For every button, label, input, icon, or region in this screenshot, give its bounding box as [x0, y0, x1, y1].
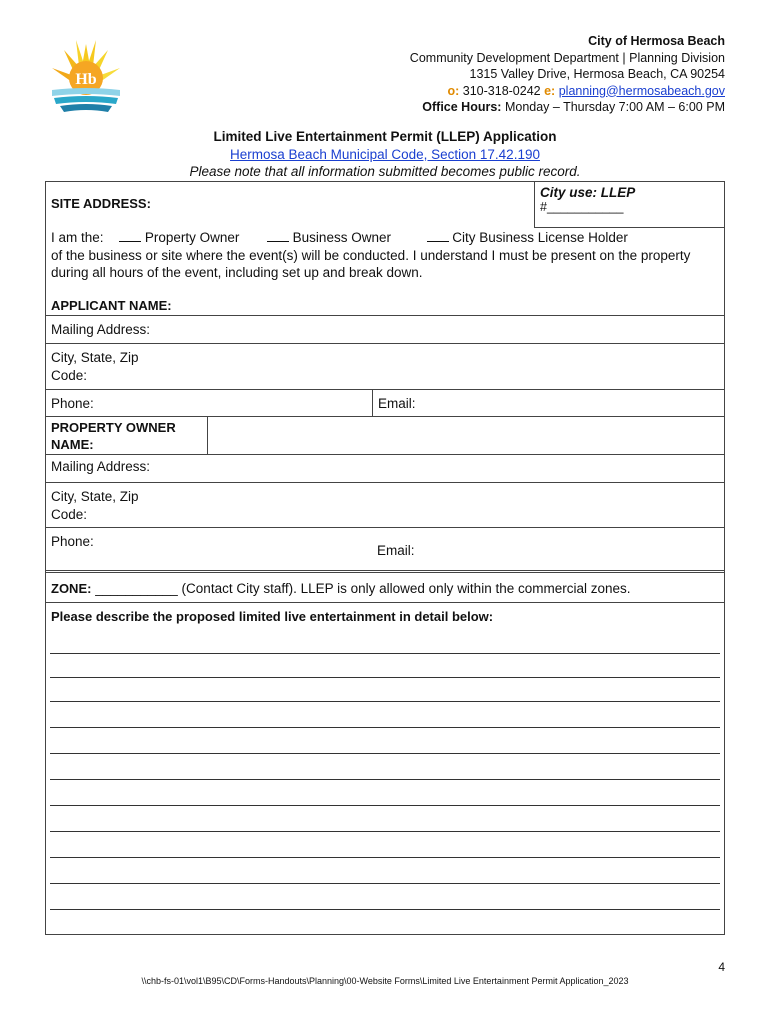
write-line[interactable]	[50, 883, 720, 884]
city-name: City of Hermosa Beach	[588, 34, 725, 48]
owner-option: Property Owner	[144, 230, 240, 245]
owner-mailing-address-row[interactable]	[46, 455, 724, 483]
license-option: City Business License Holder	[452, 230, 628, 245]
contact-line	[410, 83, 725, 100]
office-hours	[410, 99, 725, 116]
write-line[interactable]	[50, 677, 720, 678]
email-label-field[interactable]: Email:	[372, 390, 724, 416]
form-title: Limited Live Entertainment Permit (LLEP) Application	[213, 129, 557, 144]
write-line[interactable]	[50, 727, 720, 728]
city-logo	[46, 36, 126, 116]
department-name: Community Development Department | Planning Division	[409, 50, 725, 65]
hours-label: Office Hours:	[422, 100, 502, 114]
owner-city-state-zip-label: City, State, Zip Code:	[51, 489, 139, 522]
property-owner-input[interactable]	[207, 417, 724, 454]
file-path: \\chb-fs-01\vol1\B95\CD\Forms-Handouts\Planning\00-Website Forms\Limited Live Entertainment Permit Application_2023	[141, 976, 629, 986]
phone-label: o:	[447, 83, 460, 98]
business-option: Business Owner	[292, 230, 391, 245]
owner-phone-email-row	[46, 528, 724, 573]
email-label: e:	[544, 83, 556, 98]
zone-text-wrap	[46, 575, 724, 602]
mailing-address-label: Mailing Address:	[51, 322, 151, 337]
role-row	[46, 228, 724, 296]
zone-row	[46, 575, 724, 603]
owner-email-label[interactable]: Email:	[377, 543, 415, 558]
mailing-address-row[interactable]	[46, 316, 724, 344]
write-line[interactable]	[50, 701, 720, 702]
email-link[interactable]: planning@hermosabeach.gov	[558, 83, 725, 98]
i-am-label: I am the:	[51, 230, 104, 245]
site-address-label[interactable]: SITE ADDRESS:	[51, 196, 151, 211]
applicant-name-row[interactable]	[46, 296, 724, 316]
description-area[interactable]	[46, 603, 724, 936]
zone-label: ZONE:	[51, 581, 92, 596]
phone-label-field[interactable]: Phone:	[51, 396, 94, 411]
title-block	[0, 128, 770, 181]
property-owner-label: PROPERTY OWNER NAME:	[51, 420, 176, 452]
write-line[interactable]	[50, 779, 720, 780]
city-state-zip-row[interactable]	[46, 344, 724, 390]
city-use-label: City use: LLEP	[540, 185, 636, 200]
svg-text:Hb: Hb	[75, 71, 97, 88]
hours-text: Monday – Thursday 7:00 AM – 6:00 PM	[504, 100, 725, 114]
write-line[interactable]	[50, 857, 720, 858]
site-address-row	[46, 182, 724, 228]
owner-phone-label[interactable]: Phone:	[51, 534, 94, 549]
application-form	[45, 181, 725, 935]
property-owner-row	[46, 417, 724, 455]
page-number: 4	[718, 960, 725, 974]
business-checkbox[interactable]	[267, 241, 289, 242]
city-state-zip-label: City, State, Zip Code:	[51, 350, 139, 383]
role-text	[46, 228, 724, 296]
write-line[interactable]	[50, 753, 720, 754]
phone-number: 310-318-0242	[462, 83, 541, 98]
applicant-name-label: APPLICANT NAME:	[51, 298, 172, 313]
code-link[interactable]: Hermosa Beach Municipal Code, Section 17.42.190	[230, 146, 540, 162]
owner-mailing-address-label: Mailing Address:	[51, 459, 151, 474]
department-header	[410, 33, 725, 116]
phone-email-row	[46, 390, 724, 417]
public-record-note: Please note that all information submitted becomes public record.	[189, 164, 581, 179]
write-line[interactable]	[50, 805, 720, 806]
department-address: 1315 Valley Drive, Hermosa Beach, CA 90254	[469, 67, 725, 81]
owner-city-state-zip-row[interactable]	[46, 483, 724, 528]
write-line[interactable]	[50, 831, 720, 832]
describe-label: Please describe the proposed limited live entertainment in detail below:	[51, 609, 494, 624]
write-line[interactable]	[50, 909, 720, 910]
city-use-box	[534, 182, 724, 228]
city-use-number[interactable]: #___________	[540, 200, 624, 214]
write-line[interactable]	[50, 653, 720, 654]
license-checkbox[interactable]	[427, 241, 449, 242]
understand-text: of the business or site where the event(s) will be conducted. I understand I must be present on the property during all hours of the event, including set up and break down.	[51, 247, 691, 280]
zone-text[interactable]: ___________ (Contact City staff). LLEP is only allowed only within the commercial zones.	[95, 581, 631, 596]
owner-checkbox[interactable]	[119, 241, 141, 242]
